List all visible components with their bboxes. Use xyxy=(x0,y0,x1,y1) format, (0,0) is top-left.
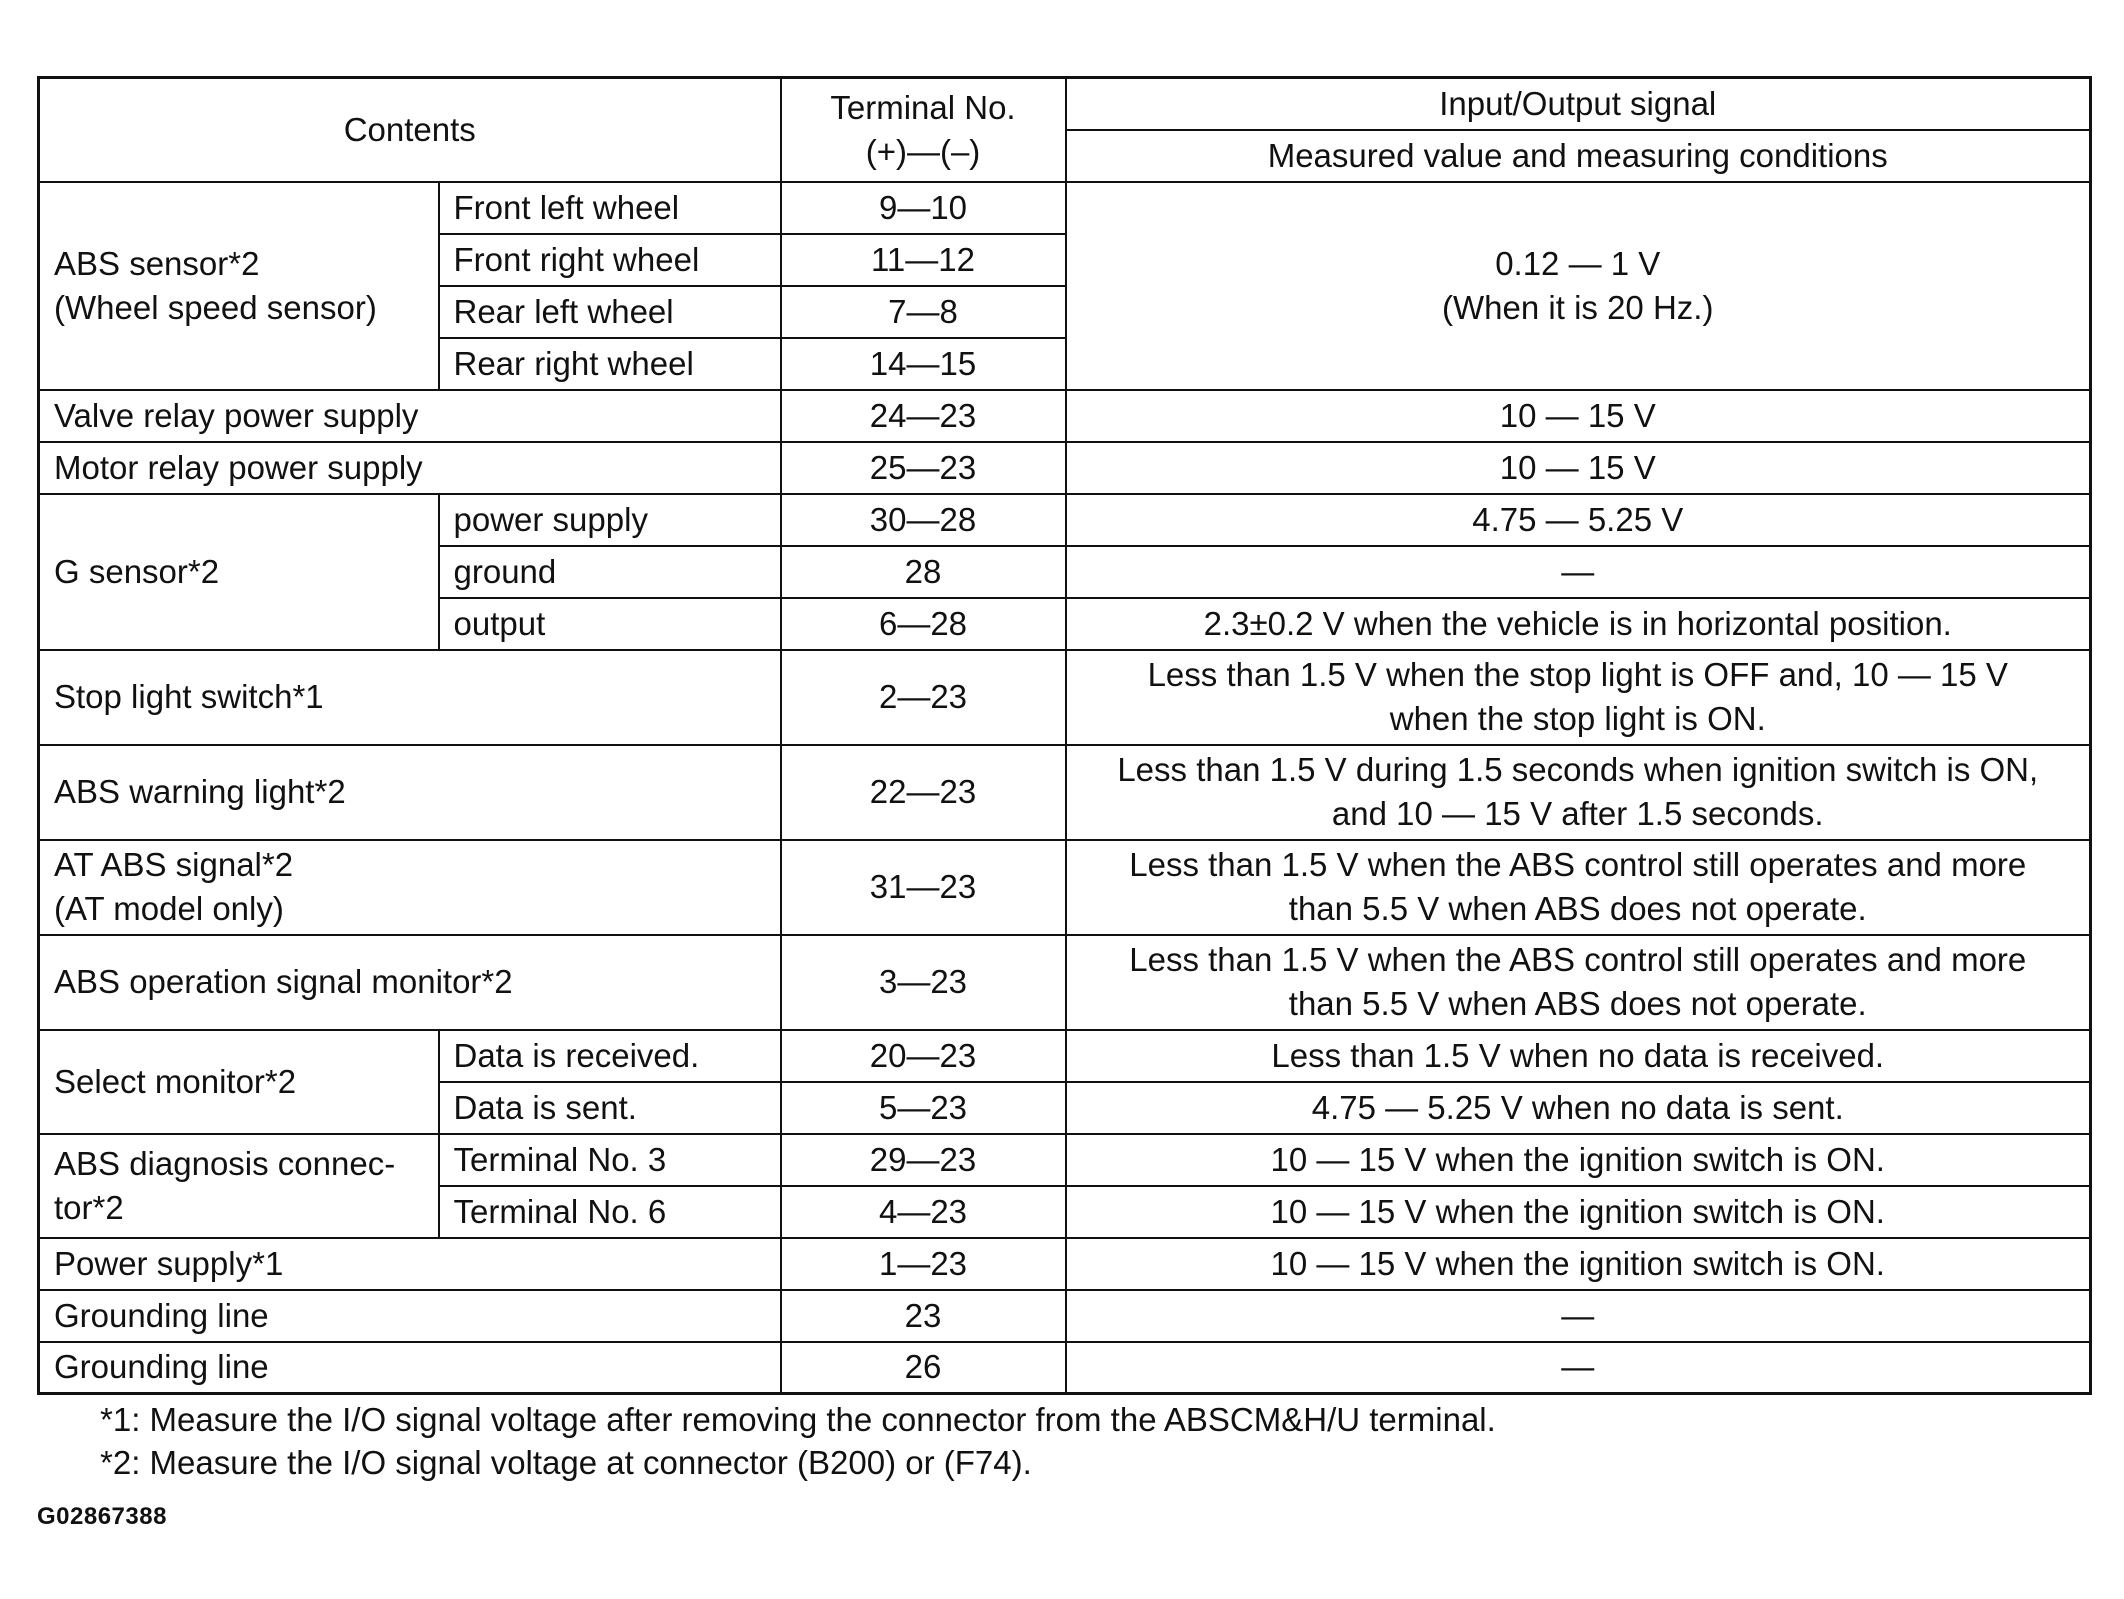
header-row xyxy=(39,78,2091,130)
io-signal-table xyxy=(37,76,2092,1395)
value-cell: Less than 1.5 V when no data is received. xyxy=(1066,1030,2091,1082)
footnote: *2: Measure the I/O signal voltage at connector (B200) or (F74). xyxy=(100,1444,1032,1481)
terminal-cell: 3—23 xyxy=(781,935,1066,1030)
terminal-cell: 25—23 xyxy=(781,442,1066,494)
value-cell xyxy=(1066,650,2091,745)
header-measured: Measured value and measuring conditions xyxy=(1066,130,2091,182)
sub-label: Terminal No. 3 xyxy=(439,1134,781,1186)
terminal-cell: 14—15 xyxy=(781,338,1066,390)
row-label-line: tor*2 xyxy=(54,1188,124,1226)
table-row xyxy=(39,1134,2091,1186)
row-label-line: ABS sensor*2 xyxy=(54,244,260,282)
value-cell-abs-sensor xyxy=(1066,182,2091,390)
value-line: Less than 1.5 V when the stop light is OFF and, 10 — 15 V xyxy=(1147,656,2008,693)
value-cell: — xyxy=(1066,1290,2091,1342)
row-label-abs-sensor xyxy=(39,182,439,390)
terminal-cell: 30—28 xyxy=(781,494,1066,546)
terminal-cell: 9—10 xyxy=(781,182,1066,234)
value-line: Less than 1.5 V during 1.5 seconds when ignition switch is ON, xyxy=(1117,751,2039,788)
terminal-cell: 11—12 xyxy=(781,234,1066,286)
row-label-abs-diagnosis xyxy=(39,1134,439,1238)
table-row xyxy=(39,1238,2091,1290)
sub-label: Terminal No. 6 xyxy=(439,1186,781,1238)
footnote: *1: Measure the I/O signal voltage after removing the connector from the ABSCM&H/U terminal. xyxy=(100,1401,1496,1438)
row-label-g-sensor: G sensor*2 xyxy=(39,494,439,650)
row-label-select-monitor: Select monitor*2 xyxy=(39,1030,439,1134)
row-label: ABS warning light*2 xyxy=(39,745,781,840)
table-row xyxy=(39,494,2091,546)
terminal-cell: 20—23 xyxy=(781,1030,1066,1082)
table-row xyxy=(39,182,2091,234)
terminal-cell: 7—8 xyxy=(781,286,1066,338)
terminal-cell: 31—23 xyxy=(781,840,1066,935)
value-cell: 4.75 — 5.25 V when no data is sent. xyxy=(1066,1082,2091,1134)
table-row xyxy=(39,1030,2091,1082)
terminal-cell: 2—23 xyxy=(781,650,1066,745)
terminal-cell: 6—28 xyxy=(781,598,1066,650)
sub-label: ground xyxy=(439,546,781,598)
value-cell: 4.75 — 5.25 V xyxy=(1066,494,2091,546)
value-line: Less than 1.5 V when the ABS control still operates and more xyxy=(1129,846,2027,883)
terminal-cell: 29—23 xyxy=(781,1134,1066,1186)
row-label: Grounding line xyxy=(39,1290,781,1342)
row-label: Power supply*1 xyxy=(39,1238,781,1290)
value-line: than 5.5 V when ABS does not operate. xyxy=(1288,890,1867,927)
value-cell: 10 — 15 V when the ignition switch is ON. xyxy=(1066,1238,2091,1290)
row-label: ABS operation signal monitor*2 xyxy=(39,935,781,1030)
terminal-cell: 26 xyxy=(781,1342,1066,1394)
terminal-cell: 1—23 xyxy=(781,1238,1066,1290)
table-row xyxy=(39,1342,2091,1394)
value-cell: — xyxy=(1066,1342,2091,1394)
value-line: than 5.5 V when ABS does not operate. xyxy=(1288,985,1867,1022)
footnotes xyxy=(100,1398,1496,1484)
header-terminal-polarity: (+)—(–) xyxy=(865,132,981,170)
header-io-signal: Input/Output signal xyxy=(1066,78,2091,130)
terminal-cell: 28 xyxy=(781,546,1066,598)
table-row xyxy=(39,935,2091,1030)
terminal-cell: 23 xyxy=(781,1290,1066,1342)
value-cell: 10 — 15 V xyxy=(1066,442,2091,494)
header-terminal-label: Terminal No. xyxy=(830,88,1016,126)
table-row xyxy=(39,442,2091,494)
terminal-cell: 5—23 xyxy=(781,1082,1066,1134)
sub-label: Front left wheel xyxy=(439,182,781,234)
sub-label: Front right wheel xyxy=(439,234,781,286)
sub-label: output xyxy=(439,598,781,650)
header-contents: Contents xyxy=(39,78,781,182)
value-cell: 2.3±0.2 V when the vehicle is in horizontal position. xyxy=(1066,598,2091,650)
row-label xyxy=(39,840,781,935)
figure-code: G02867388 xyxy=(37,1503,167,1530)
value-line: and 10 — 15 V after 1.5 seconds. xyxy=(1331,795,1824,832)
value-cell: 10 — 15 V when the ignition switch is ON. xyxy=(1066,1186,2091,1238)
sub-label: Rear right wheel xyxy=(439,338,781,390)
value-cell: 10 — 15 V xyxy=(1066,390,2091,442)
row-label: Grounding line xyxy=(39,1342,781,1394)
sub-label: Data is received. xyxy=(439,1030,781,1082)
terminal-cell: 24—23 xyxy=(781,390,1066,442)
value-cell xyxy=(1066,840,2091,935)
row-label-line: (Wheel speed sensor) xyxy=(54,288,377,326)
sub-label: Rear left wheel xyxy=(439,286,781,338)
row-label: Motor relay power supply xyxy=(39,442,781,494)
value-line: 0.12 — 1 V xyxy=(1495,244,1661,282)
row-label-line: (AT model only) xyxy=(54,890,284,927)
row-label-line: AT ABS signal*2 xyxy=(54,846,294,883)
value-line: Less than 1.5 V when the ABS control still operates and more xyxy=(1129,941,2027,978)
value-line: (When it is 20 Hz.) xyxy=(1442,288,1714,326)
value-cell xyxy=(1066,745,2091,840)
header-terminal xyxy=(781,78,1066,182)
table-row xyxy=(39,745,2091,840)
table-row xyxy=(39,1290,2091,1342)
sub-label: power supply xyxy=(439,494,781,546)
terminal-cell: 22—23 xyxy=(781,745,1066,840)
row-label: Valve relay power supply xyxy=(39,390,781,442)
table-row xyxy=(39,840,2091,935)
sub-label: Data is sent. xyxy=(439,1082,781,1134)
terminal-cell: 4—23 xyxy=(781,1186,1066,1238)
row-label: Stop light switch*1 xyxy=(39,650,781,745)
value-cell: 10 — 15 V when the ignition switch is ON. xyxy=(1066,1134,2091,1186)
value-cell: — xyxy=(1066,546,2091,598)
value-line: when the stop light is ON. xyxy=(1389,700,1766,737)
table-row xyxy=(39,390,2091,442)
row-label-line: ABS diagnosis connec- xyxy=(54,1144,396,1182)
table-row xyxy=(39,650,2091,745)
value-cell xyxy=(1066,935,2091,1030)
